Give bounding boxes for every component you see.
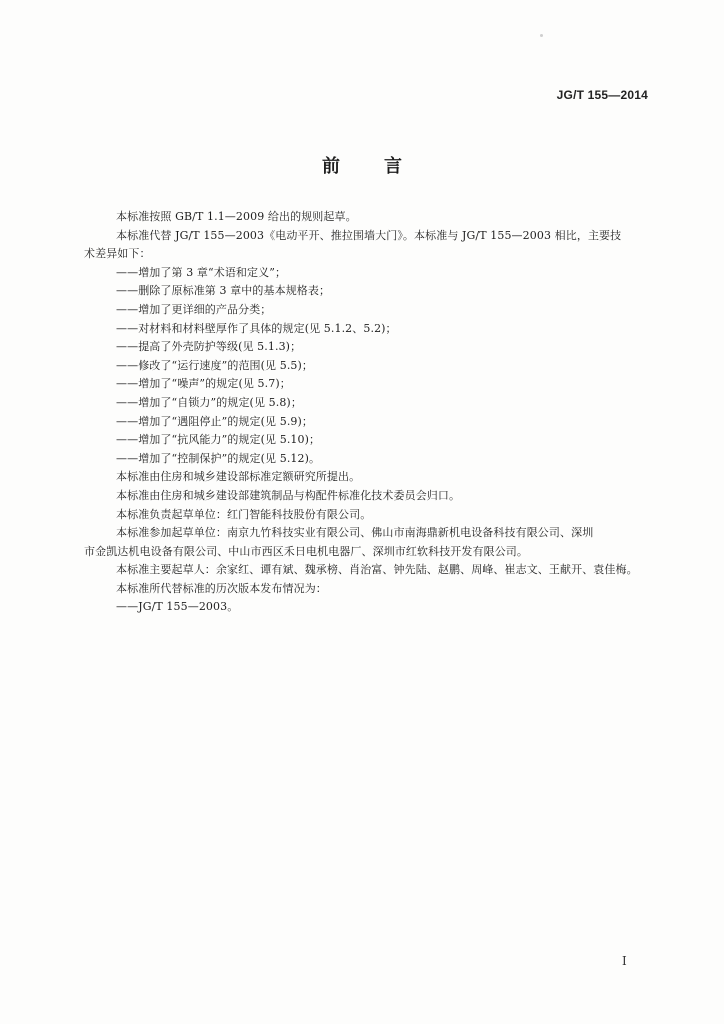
list-item: ——删除了原标准第 3 章中的基本规格表； — [116, 284, 331, 298]
title-char-2: 言 — [384, 156, 402, 177]
title-char-1: 前 — [322, 156, 340, 177]
list-item: ——提高了外壳防护等级(见 5.1.3)； — [116, 340, 302, 354]
list-item: ——增加了“自锁力”的规定(见 5.8)； — [116, 395, 302, 409]
list-item: ——对材料和材料壁厚作了具体的规定(见 5.1.2、5.2)； — [116, 321, 397, 335]
paragraph-participating-units-line-1: 本标准参加起草单位：南京九竹科技实业有限公司、佛山市南海鼎新机电设备科技有限公司、深圳 — [116, 526, 594, 540]
list-item: ——修改了“运行速度”的范围(见 5.5)； — [116, 358, 314, 372]
paragraph-history-item: ——JG/T 155—2003。 — [116, 600, 239, 614]
standard-code: JG/T 155—2014 — [556, 88, 648, 102]
page-number: I — [622, 954, 627, 968]
list-item: ——增加了“抗风能力”的规定(见 5.10)； — [116, 433, 321, 447]
paragraph-history-intro: 本标准所代替标准的历次版本发布情况为： — [116, 581, 327, 595]
paragraph-participating-units-line-2: 市金凯达机电设备有限公司、中山市西区禾日电机电器厂、深圳市红软科技开发有限公司。 — [84, 544, 528, 558]
paragraph-lead-drafter: 本标准负责起草单位：红门智能科技股份有限公司。 — [116, 507, 372, 521]
paragraph-drafting-rules: 本标准按照 GB/T 1.1—2009 给出的规则起草。 — [116, 210, 357, 223]
paragraph-centralized-by: 本标准由住房和城乡建设部建筑制品与构配件标准化技术委员会归口。 — [116, 488, 461, 502]
list-item: ——增加了第 3 章“术语和定义”； — [116, 265, 287, 279]
page-title — [0, 152, 724, 178]
preface-body — [84, 208, 646, 617]
list-item: ——增加了“噪声”的规定(见 5.7)； — [116, 377, 291, 391]
paragraph-main-drafters: 本标准主要起草人：余家红、谭有斌、魏承榜、肖治富、钟先陆、赵鹏、周峰、崔志文、王献开、袁佳梅。 — [116, 563, 638, 577]
paragraph-replaces-line-1: 本标准代替 JG/T 155—2003《电动平开、推拉围墙大门》。本标准与 JG/T 155—2003 相比，主要技 — [116, 228, 622, 242]
paragraph-proposed-by: 本标准由住房和城乡建设部标准定额研究所提出。 — [116, 470, 361, 484]
list-item: ——增加了“控制保护”的规定(见 5.12)。 — [116, 451, 321, 465]
list-item: ——增加了“遇阻停止”的规定(见 5.9)； — [116, 414, 314, 428]
changes-list — [116, 264, 646, 469]
list-item: ——增加了更详细的产品分类； — [116, 302, 272, 316]
paragraph-replaces-line-2: 术差异如下： — [84, 247, 151, 261]
scan-speck — [540, 34, 543, 37]
